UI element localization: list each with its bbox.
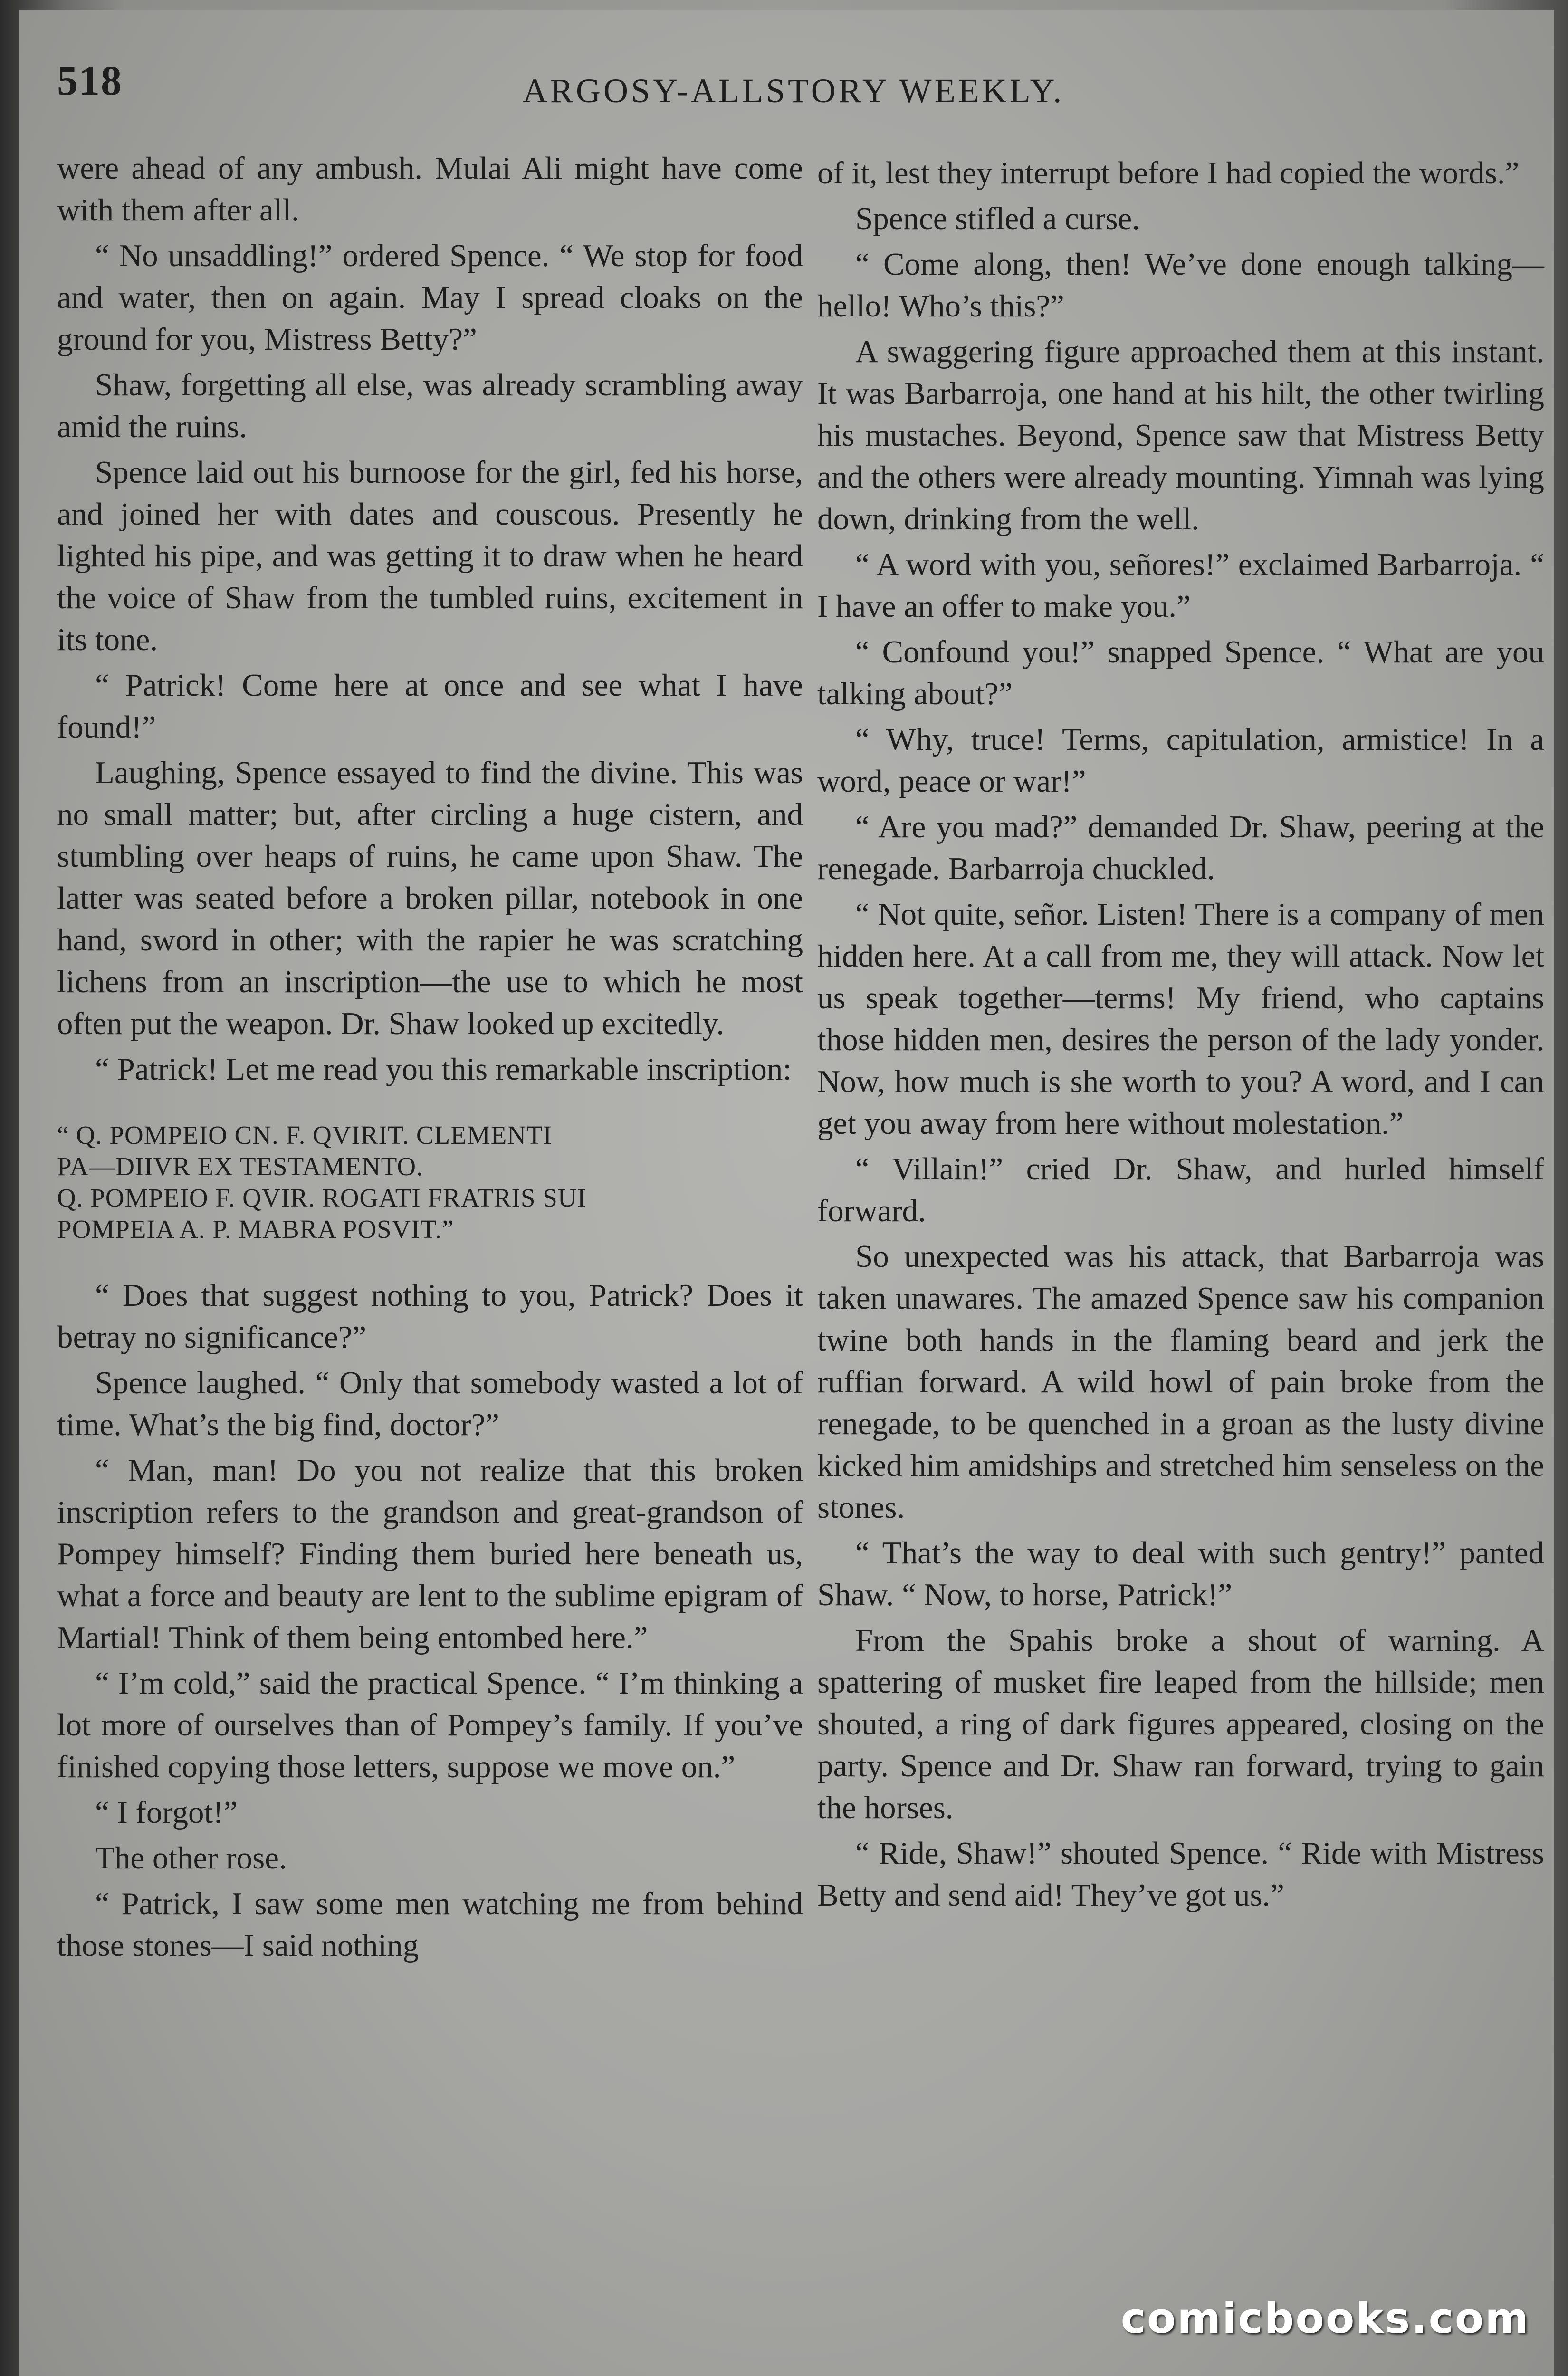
paragraph: Laughing, Spence essayed to find the divine. This was no small matter; but, after circling a huge cistern, and stumbling over heaps of ruins, he came upon Shaw. The latter was seated before a broken pillar, notebook in one hand, sword in other; with the rapier he was scratching lichens from an inscription—the use to which he most often put the weapon. Dr. Shaw looked up excitedly. (57, 755, 803, 1041)
paragraph: “ Patrick! Let me read you this remarkable inscription: (95, 1052, 792, 1087)
running-head: ARGOSY-ALLSTORY WEEKLY. (523, 72, 1065, 110)
paragraph: Spence laid out his burnoose for the girl, fed his horse, and joined her with dates and couscous. Presently he lighted his pipe, and was getting it to draw when he heard the voice of Shaw from the tumbled ruins, excitement in its tone. (57, 455, 803, 657)
site-watermark: comicbooks.com (1120, 2294, 1530, 2343)
inscription-line: POMPEIA A. P. MABRA POSVIT.” (57, 1215, 454, 1244)
paragraph: A swaggering figure approached them at this instant. It was Barbarroja, one hand at his hilt, the other twirling his mustaches. Beyond, Spence saw that Mistress Betty and the others were already mounting. Yimnah was lying down, drinking from the well. (817, 334, 1544, 537)
inscription-line: Q. POMPEIO F. QVIR. ROGATI FRATRIS SUI (57, 1183, 586, 1212)
paragraph: Spence stifled a curse. (855, 201, 1140, 236)
paragraph: So unexpected was his attack, that Barbarroja was taken unawares. The amazed Spence saw his companion twine both hands in the flaming beard and jerk the ruffian forward. A wild howl of pain broke from the renegade, to be quenched in a groan as the lusty divine kicked him amidships and stretched him senseless on the stones. (817, 1239, 1544, 1525)
page-number: 518 (57, 58, 123, 104)
paragraph: “ Man, man! Do you not realize that this broken inscription refers to the grandson and great-grandson of Pompey himself? Finding them buried here beneath us, what a force and beauty are lent to the sublime epigram of Martial! Think of them being entombed here.” (57, 1453, 803, 1655)
paragraph: “ No unsaddling!” ordered Spence. “ We stop for food and water, then on again. May I spread cloaks on the ground for you, Mistress Betty?” (57, 238, 803, 357)
paragraph: “ Ride, Shaw!” shouted Spence. “ Ride with Mistress Betty and send aid! They’ve got us.” (817, 1836, 1544, 1913)
magazine-page (19, 10, 1554, 2376)
paragraph: “ Confound you!” snapped Spence. “ What are you talking about?” (817, 634, 1544, 711)
paragraph: “ Villain!” cried Dr. Shaw, and hurled himself forward. (817, 1151, 1544, 1228)
inscription-line: “ Q. POMPEIO CN. F. QVIRIT. CLEMENTI (57, 1121, 552, 1150)
paragraph: The other rose. (95, 1840, 287, 1876)
paragraph: Spence laughed. “ Only that somebody wasted a lot of time. What’s the big find, doctor?” (57, 1365, 803, 1442)
inscription-line: PA—DIIVR EX TESTAMENTO. (57, 1152, 423, 1181)
paragraph: Shaw, forgetting all else, was already scrambling away amid the ruins. (57, 367, 803, 444)
latin-inscription (57, 1120, 803, 1245)
paragraph: “ Patrick! Come here at once and see what I have found!” (57, 668, 803, 745)
page-header (57, 57, 1506, 124)
paragraph: “ I forgot!” (95, 1795, 238, 1830)
paragraph: From the Spahis broke a shout of warning. A spattering of musket fire leaped from the hillside; men shouted, a ring of dark figures appeared, closing on the party. Spence and Dr. Shaw ran forward, trying to gain the horses. (817, 1623, 1544, 1825)
paragraph: “ Patrick, I saw some men watching me from behind those stones—I said nothing (57, 1886, 803, 1963)
paragraph: “ A word with you, señores!” exclaimed Barbarroja. “ I have an offer to make you.” (817, 547, 1544, 624)
paragraph: of it, lest they interrupt before I had copied the words.” (817, 155, 1520, 191)
right-column (817, 152, 1544, 1920)
left-column (57, 147, 803, 1970)
paragraph: “ Are you mad?” demanded Dr. Shaw, peering at the renegade. Barbarroja chuckled. (817, 809, 1544, 886)
paragraph: “ Does that suggest nothing to you, Patrick? Does it betray no significance?” (57, 1278, 803, 1355)
paragraph: were ahead of any ambush. Mulai Ali might have come with them after all. (57, 151, 803, 228)
paragraph: “ Come along, then! We’ve done enough talking—hello! Who’s this?” (817, 247, 1544, 324)
paragraph: “ That’s the way to deal with such gentry!” panted Shaw. “ Now, to horse, Patrick!” (817, 1535, 1544, 1612)
paragraph: “ I’m cold,” said the practical Spence. “ I’m thinking a lot more of ourselves than of Pompey’s family. If you’ve finished copying those letters, suppose we move on.” (57, 1666, 803, 1784)
paragraph: “ Not quite, señor. Listen! There is a company of men hidden here. At a call from me, they will attack. Now let us speak together—terms! My friend, who captains those hidden men, desires the person of the lady yonder. Now, how much is she worth to you? A word, and I can get you away from here without molestation.” (817, 897, 1544, 1141)
paragraph: “ Why, truce! Terms, capitulation, armistice! In a word, peace or war!” (817, 722, 1544, 799)
